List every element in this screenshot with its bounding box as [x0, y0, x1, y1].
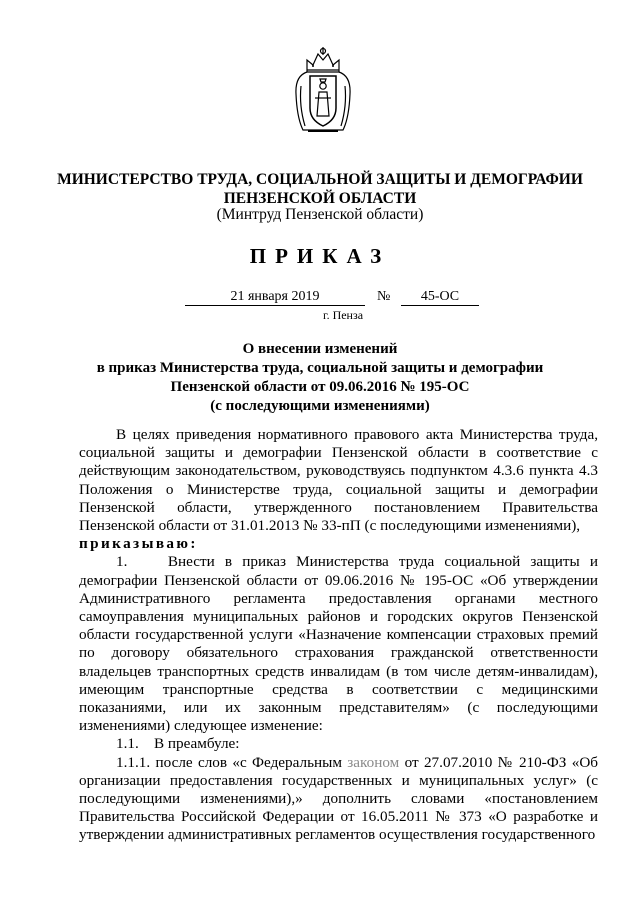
preamble-text: В целях приведения нормативного правового акта Министерства труда, социальной защиты и демографии Пензенской области в соответствие с действующим законодательством, руководствуясь подпунктом 4.3.6 пункта 4.3 Положения о Министерстве труда, социальной защиты и демографии Пензенской области, утвержденного постановлением Правительства Пензенской области от 31.01.2013 № 33-пП (с последующими изменениями), — [79, 426, 598, 535]
subject-line3: Пензенской области от 09.06.2016 № 195-ОС — [170, 379, 470, 395]
item-1: 1. Внести в приказ Министерства труда социальной защиты и демографии Пензенской области от 09.06.2016 № 195-ОС «Об утверждении Административного регламента предоставления органами местного самоуправления муниципальных районов и городских округов Пензенской области государственной услуги «Назначение компенсации страховых премий по договору обязательного страхования гражданской ответственности владельцев транспортных средств инвалидам (в том числе детям-инвалидам), имеющим транспортные средства в соответствии с медицинскими показаниями, или их законным представителям» (с последующими изменениями) следующее изменение: — [79, 553, 602, 735]
ministry-name-line2: ПЕНЗЕНСКОЙ ОБЛАСТИ — [223, 190, 417, 207]
item-1-1-1-before: 1.1.1. после слов «с Федеральным — [116, 753, 342, 771]
item-1-1-1 — [79, 754, 598, 845]
subject-line1: О внесении изменений — [242, 341, 398, 357]
subject-line4: (с последующими изменениями) — [210, 398, 430, 414]
preamble-paragraph — [79, 426, 598, 535]
order-number: 45-ОС — [401, 289, 479, 306]
document-type-title: ПРИКАЗ — [249, 244, 391, 268]
order-word: приказываю: — [79, 535, 198, 553]
order-city: г. Пенза — [323, 308, 364, 322]
number-sign: № — [377, 289, 391, 304]
order-date: 21 января 2019 — [185, 289, 365, 306]
coat-of-arms-emblem — [293, 46, 353, 136]
order-word-paragraph — [79, 535, 598, 553]
item-1-1-1-after: от 27.07.2010 № 210-ФЗ «Об организации предоставления государственных и муниципальных услуг» (с последующими изменениями),» дополнить словами «постановлением Правительства Российской Федерации от 16.05.2011 № 373 «О разработке и утверждении административных регламентов осуществления государственного — [79, 753, 599, 844]
order-body — [79, 426, 602, 845]
subject-line2: в приказ Министерства труда, социальной защиты и демографии — [96, 360, 544, 376]
item-1-1: 1.1. В преамбуле: — [116, 735, 240, 753]
ministry-short-name: (Минтруд Пензенской области) — [216, 206, 424, 223]
ministry-name — [0, 170, 640, 208]
ministry-name-line1: МИНИСТЕРСТВО ТРУДА, СОЦИАЛЬНОЙ ЗАЩИТЫ И ДЕМОГРАФИИ — [57, 171, 583, 188]
order-subject — [0, 340, 640, 416]
law-link[interactable]: законом — [347, 753, 400, 771]
